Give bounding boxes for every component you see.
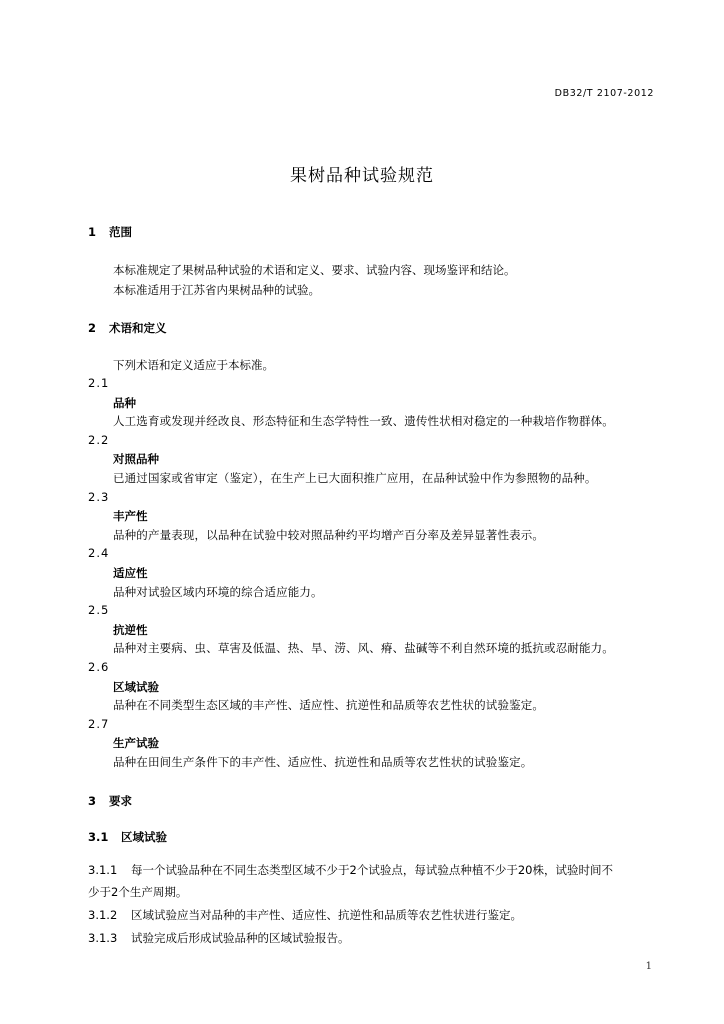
term-name: 丰产性 bbox=[113, 509, 148, 523]
clause-text: 区域试验应当对品种的丰产性、适应性、抗逆性和品质等农艺性状进行鉴定。 bbox=[131, 908, 522, 922]
subsection-title: 区域试验 bbox=[121, 830, 167, 844]
term-number: 2.6 bbox=[88, 660, 110, 674]
term-definition: 人工选育或发现并经改良、形态特征和生态学特性一致、遗传性状相对稳定的一种栽培作物群体。 bbox=[113, 414, 614, 428]
document-code: DB32/T 2107-2012 bbox=[554, 88, 654, 99]
term-name: 区域试验 bbox=[113, 680, 159, 694]
term-definition: 品种在田间生产条件下的丰产性、适应性、抗逆性和品质等农艺性状的试验鉴定。 bbox=[113, 755, 533, 769]
term-number: 2.3 bbox=[88, 490, 110, 504]
term-definition: 品种对主要病、虫、草害及低温、热、旱、涝、风、瘠、盐碱等不利自然环境的抵抗或忍耐能力。 bbox=[113, 641, 614, 655]
section-3-heading bbox=[88, 793, 132, 809]
term-name: 生产试验 bbox=[113, 736, 159, 750]
section-title: 范围 bbox=[109, 225, 132, 239]
clause bbox=[88, 930, 350, 946]
document-title: 果树品种试验规范 bbox=[290, 166, 434, 186]
section-number: 3 bbox=[88, 794, 97, 808]
subsection-number: 3.1 bbox=[88, 830, 109, 844]
section-2-heading bbox=[88, 320, 167, 336]
term-number: 2.4 bbox=[88, 546, 110, 560]
section-title: 术语和定义 bbox=[109, 321, 167, 335]
clause-text: 试验完成后形成试验品种的区域试验报告。 bbox=[131, 931, 350, 945]
section-number: 1 bbox=[88, 225, 97, 239]
clause-number: 3.1.2 bbox=[88, 908, 118, 922]
clause-text: 每一个试验品种在不同生态类型区域不少于2个试验点，每试验点种植不少于20株，试验时间不 bbox=[131, 863, 613, 877]
paragraph: 本标准规定了果树品种试验的术语和定义、要求、试验内容、现场鉴评和结论。 bbox=[113, 263, 516, 277]
term-name: 对照品种 bbox=[113, 452, 159, 466]
term-number: 2.1 bbox=[88, 376, 110, 390]
clause bbox=[88, 862, 613, 878]
term-definition: 品种的产量表现，以品种在试验中较对照品种约平均增产百分率及差异显著性表示。 bbox=[113, 528, 545, 542]
section-1-heading bbox=[88, 224, 132, 240]
clause-continuation: 少于2个生产周期。 bbox=[88, 885, 188, 899]
term-definition: 已通过国家或省审定（鉴定），在生产上已大面积推广应用，在品种试验中作为参照物的品种。 bbox=[113, 471, 597, 485]
term-number: 2.5 bbox=[88, 603, 110, 617]
section-title: 要求 bbox=[109, 794, 132, 808]
paragraph: 本标准适用于江苏省内果树品种的试验。 bbox=[113, 283, 320, 297]
term-name: 品种 bbox=[113, 396, 136, 410]
subsection-heading bbox=[88, 829, 167, 845]
term-definition: 品种在不同类型生态区域的丰产性、适应性、抗逆性和品质等农艺性状的试验鉴定。 bbox=[113, 698, 545, 712]
clause-number: 3.1.1 bbox=[88, 863, 118, 877]
clause bbox=[88, 907, 522, 923]
clause-number: 3.1.3 bbox=[88, 931, 118, 945]
page-number: 1 bbox=[645, 961, 652, 972]
term-name: 适应性 bbox=[113, 566, 148, 580]
term-name: 抗逆性 bbox=[113, 623, 148, 637]
term-number: 2.2 bbox=[88, 433, 110, 447]
term-definition: 品种对试验区域内环境的综合适应能力。 bbox=[113, 585, 323, 599]
paragraph: 下列术语和定义适应于本标准。 bbox=[113, 358, 274, 372]
term-number: 2.7 bbox=[88, 717, 110, 731]
section-number: 2 bbox=[88, 321, 97, 335]
